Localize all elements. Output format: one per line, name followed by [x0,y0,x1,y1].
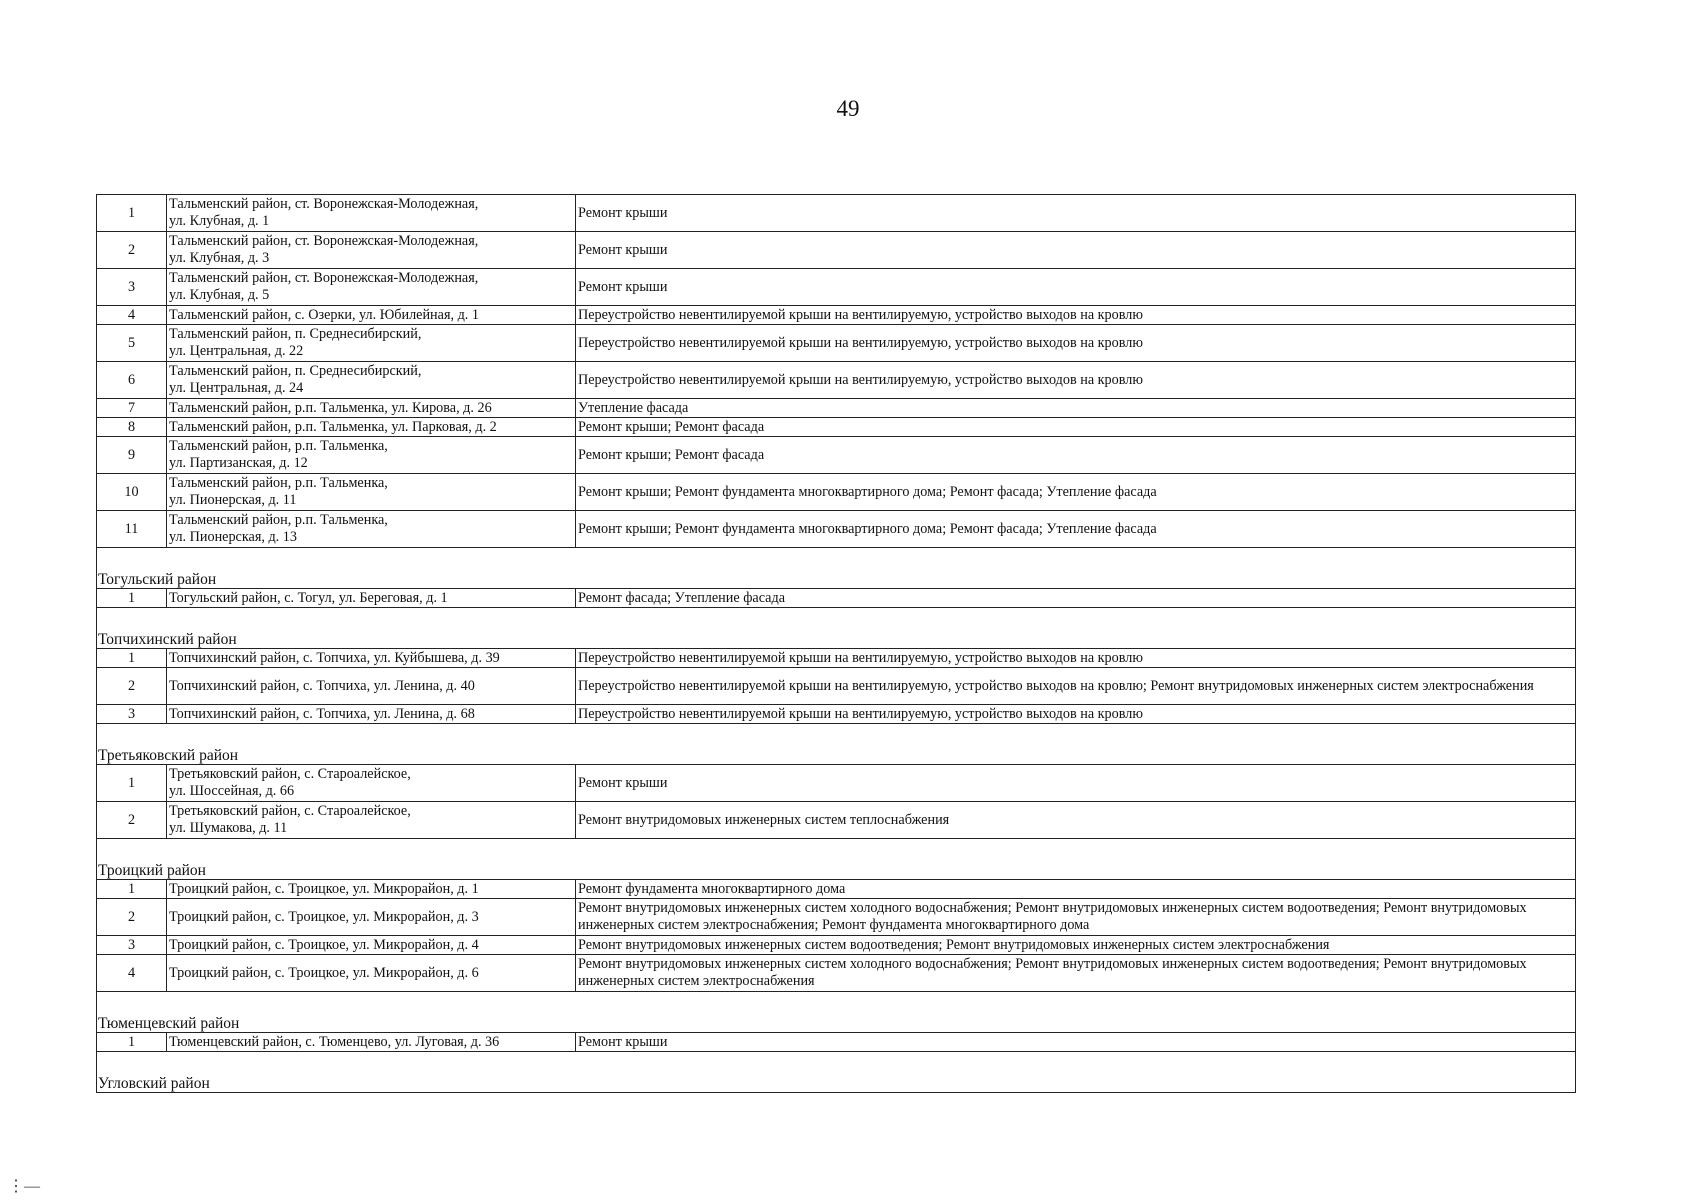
district-name: Топчихинский район [97,608,1576,649]
work-type-cell: Ремонт крыши; Ремонт фундамента многоквартирного дома; Ремонт фасада; Утепление фасада [576,511,1576,548]
row-number: 4 [97,955,167,992]
address-line: Тальменский район, ст. Воронежская-Молодежная, [169,233,479,249]
district-name: Третьяковский район [97,724,1576,765]
row-number: 6 [97,362,167,399]
address-line: Тальменский район, р.п. Тальменка, [169,512,388,528]
row-number: 3 [97,269,167,306]
address-line: Тальменский район, р.п. Тальменка, [169,475,388,491]
row-number: 1 [97,195,167,232]
work-type-cell: Переустройство невентилируемой крыши на вентилируемую, устройство выходов на кровлю [576,325,1576,362]
work-type-cell: Ремонт крыши; Ремонт фасада [576,437,1576,474]
district-name: Угловский район [97,1052,1576,1093]
row-number: 9 [97,437,167,474]
address-line: ул. Пионерская, д. 13 [169,529,297,545]
table-row [97,232,1576,269]
address-line: ул. Шумакова, д. 11 [169,820,288,836]
work-type-cell: Ремонт внутридомовых инженерных систем водоотведения; Ремонт внутридомовых инженерных систем электроснабжения [576,936,1576,955]
row-number: 1 [97,880,167,899]
address-line: Троицкий район, с. Троицкое, ул. Микрорайон, д. 1 [169,880,479,897]
table-row [97,936,1576,955]
row-number: 4 [97,306,167,325]
address-cell [167,649,576,668]
address-line: Третьяковский район, с. Староалейское, [169,766,411,782]
work-type-cell: Ремонт крыши [576,1033,1576,1052]
row-number: 2 [97,232,167,269]
row-number: 8 [97,418,167,437]
row-number: 1 [97,649,167,668]
table-body [97,195,1576,1093]
address-cell [167,325,576,362]
table-row [97,511,1576,548]
table-row [97,668,1576,705]
address-cell [167,668,576,705]
work-type-cell: Ремонт крыши; Ремонт фасада [576,418,1576,437]
row-number: 1 [97,1033,167,1052]
table-row [97,362,1576,399]
address-line: Топчихинский район, с. Топчиха, ул. Ленина, д. 68 [169,705,475,722]
row-number: 7 [97,399,167,418]
table-row [97,418,1576,437]
table-row [97,705,1576,724]
row-number: 2 [97,899,167,936]
work-type-cell: Ремонт крыши [576,232,1576,269]
address-line: Тальменский район, р.п. Тальменка, ул. Кирова, д. 26 [169,399,492,416]
district-name: Тюменцевский район [97,992,1576,1033]
work-type-cell: Переустройство невентилируемой крыши на вентилируемую, устройство выходов на кровлю [576,649,1576,668]
address-cell [167,802,576,839]
work-type-cell: Ремонт внутридомовых инженерных систем теплоснабжения [576,802,1576,839]
address-cell [167,362,576,399]
table-row [97,474,1576,511]
table-row [97,802,1576,839]
district-header-row [97,1052,1576,1093]
address-line: Тальменский район, ст. Воронежская-Молодежная, [169,196,479,212]
work-type-cell: Ремонт крыши [576,269,1576,306]
work-type-cell: Ремонт крыши; Ремонт фундамента многоквартирного дома; Ремонт фасада; Утепление фасада [576,474,1576,511]
table-row [97,399,1576,418]
row-number: 3 [97,936,167,955]
district-header-row [97,724,1576,765]
district-name: Троицкий район [97,839,1576,880]
address-line: ул. Пионерская, д. 11 [169,492,297,508]
address-line: Тальменский район, р.п. Тальменка, ул. Парковая, д. 2 [169,418,497,435]
work-type-cell: Переустройство невентилируемой крыши на вентилируемую, устройство выходов на кровлю; Ремонт внутридомовых инженерных систем электроснабжения [576,668,1576,705]
district-header-row [97,548,1576,589]
address-line: Тальменский район, с. Озерки, ул. Юбилейная, д. 1 [169,306,479,323]
table-row [97,195,1576,232]
address-cell [167,418,576,437]
address-line: ул. Партизанская, д. 12 [169,455,308,471]
address-line: ул. Клубная, д. 3 [169,250,270,266]
table-row [97,955,1576,992]
work-type-cell: Ремонт крыши [576,195,1576,232]
address-cell [167,474,576,511]
district-name: Тогульский район [97,548,1576,589]
table-row [97,880,1576,899]
address-line: Тюменцевский район, с. Тюменцево, ул. Луговая, д. 36 [169,1033,500,1050]
district-header-row [97,992,1576,1033]
address-cell [167,936,576,955]
address-line: Тальменский район, ст. Воронежская-Молодежная, [169,270,479,286]
address-cell [167,1033,576,1052]
address-line: Тальменский район, р.п. Тальменка, [169,438,388,454]
address-line: ул. Центральная, д. 24 [169,380,304,396]
work-type-cell: Ремонт фундамента многоквартирного дома [576,880,1576,899]
row-number: 2 [97,802,167,839]
address-line: Троицкий район, с. Троицкое, ул. Микрорайон, д. 3 [169,908,479,925]
work-type-cell: Ремонт внутридомовых инженерных систем холодного водоснабжения; Ремонт внутридомовых инженерных систем водоотведения; Ремонт внутридомовых инженерных систем электроснабжения; Ремонт фундамента многоквартирного дома [576,899,1576,936]
table-row [97,649,1576,668]
row-number: 1 [97,765,167,802]
repair-program-table [96,194,1576,1093]
work-type-cell: Переустройство невентилируемой крыши на вентилируемую, устройство выходов на кровлю [576,705,1576,724]
address-cell [167,880,576,899]
address-cell [167,437,576,474]
address-cell [167,195,576,232]
address-line: Тогульский район, с. Тогул, ул. Береговая, д. 1 [169,589,448,606]
address-line: Топчихинский район, с. Топчиха, ул. Куйбышева, д. 39 [169,649,500,666]
address-line: Троицкий район, с. Троицкое, ул. Микрорайон, д. 4 [169,936,479,953]
address-line: Тальменский район, п. Среднесибирский, [169,326,422,342]
work-type-cell: Утепление фасада [576,399,1576,418]
table-row [97,306,1576,325]
row-number: 10 [97,474,167,511]
address-line: Топчихинский район, с. Топчиха, ул. Ленина, д. 40 [169,677,475,694]
address-cell [167,306,576,325]
address-cell [167,269,576,306]
address-cell [167,765,576,802]
address-line: Третьяковский район, с. Староалейское, [169,803,411,819]
address-cell [167,705,576,724]
work-type-cell: Переустройство невентилируемой крыши на вентилируемую, устройство выходов на кровлю [576,306,1576,325]
page-number: 49 [836,96,860,121]
table-row [97,269,1576,306]
table-row [97,589,1576,608]
row-number: 5 [97,325,167,362]
table-row [97,325,1576,362]
table-row [97,765,1576,802]
address-line: ул. Центральная, д. 22 [169,343,304,359]
address-line: ул. Шоссейная, д. 66 [169,783,295,799]
work-type-cell: Ремонт внутридомовых инженерных систем холодного водоснабжения; Ремонт внутридомовых инженерных систем водоотведения; Ремонт внутридомовых инженерных систем электроснабжения [576,955,1576,992]
repair-program-table-container [96,194,1575,1093]
address-cell [167,955,576,992]
row-number: 11 [97,511,167,548]
row-number: 1 [97,589,167,608]
district-header-row [97,608,1576,649]
address-cell [167,589,576,608]
row-number: 2 [97,668,167,705]
row-number: 3 [97,705,167,724]
address-line: ул. Клубная, д. 5 [169,287,270,303]
address-cell [167,399,576,418]
address-line: ул. Клубная, д. 1 [169,213,270,229]
address-line: Троицкий район, с. Троицкое, ул. Микрорайон, д. 6 [169,964,479,981]
address-cell [167,511,576,548]
work-type-cell: Ремонт крыши [576,765,1576,802]
table-row [97,1033,1576,1052]
district-header-row [97,839,1576,880]
address-cell [167,899,576,936]
table-row [97,437,1576,474]
work-type-cell: Ремонт фасада; Утепление фасада [576,589,1576,608]
address-cell [167,232,576,269]
margin-mark: ⋮— [8,1178,40,1195]
work-type-cell: Переустройство невентилируемой крыши на вентилируемую, устройство выходов на кровлю [576,362,1576,399]
table-row [97,899,1576,936]
address-line: Тальменский район, п. Среднесибирский, [169,363,422,379]
